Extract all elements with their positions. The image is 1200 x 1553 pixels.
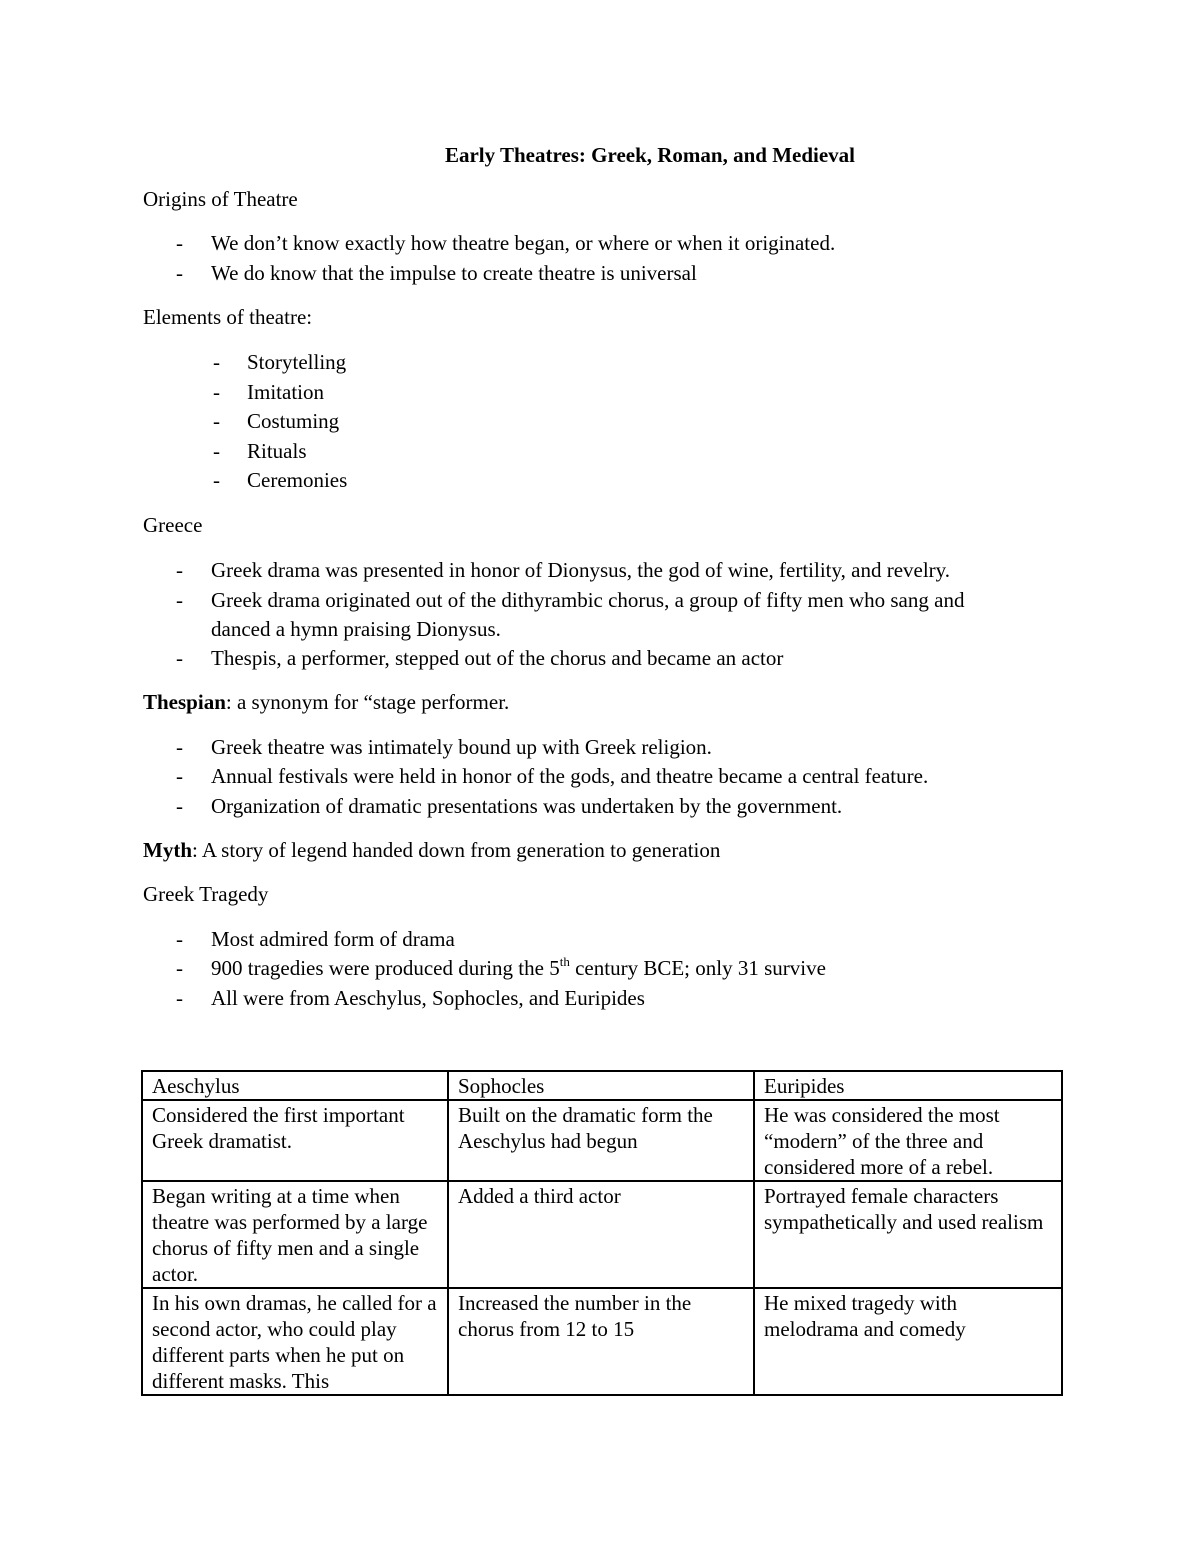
page-title: Early Theatres: Greek, Roman, and Medieval — [444, 143, 856, 167]
bullet-dash: - — [213, 350, 220, 374]
list-item-text: Storytelling — [247, 350, 347, 374]
list-item-text: Imitation — [247, 380, 324, 404]
thespian-term: Thespian — [143, 690, 226, 714]
thespian-definition-text: : a synonym for “stage performer. — [225, 690, 510, 714]
ordinal-suffix: th — [559, 954, 570, 969]
bullet-dash: - — [213, 468, 220, 492]
table-cell: He mixed tragedy with melodrama and comedy — [754, 1288, 1062, 1395]
table-row — [142, 1181, 1062, 1288]
list-item-text: Most admired form of drama — [211, 927, 455, 951]
myth-definition-text: : A story of legend handed down from generation to generation — [192, 838, 721, 862]
myth-definition — [143, 838, 720, 863]
myth-term: Myth — [143, 838, 192, 862]
list-item-text: We do know that the impulse to create theatre is universal — [211, 261, 697, 285]
list-item-text: We don’t know exactly how theatre began, or where or when it originated. — [211, 231, 836, 255]
list-item-text: Greek drama was presented in honor of Dionysus, the god of wine, fertility, and revelry. — [211, 558, 951, 582]
bullet-dash: - — [176, 735, 183, 759]
list-item-text: Annual festivals were held in honor of the gods, and theatre became a central feature. — [211, 764, 929, 788]
elements-heading: Elements of theatre: — [143, 305, 313, 329]
table-cell: Added a third actor — [448, 1181, 754, 1288]
list-item-text — [211, 956, 826, 981]
table-row — [142, 1100, 1062, 1181]
table-cell: Increased the number in the chorus from 12 to 15 — [448, 1288, 754, 1395]
bullet-dash: - — [176, 764, 183, 788]
table-row — [142, 1288, 1062, 1395]
table-cell: Considered the first important Greek dramatist. — [142, 1100, 448, 1181]
table-cell: In his own dramas, he called for a second actor, who could play different parts when he put on different masks. This — [142, 1288, 448, 1395]
list-item-text: Rituals — [247, 439, 307, 463]
table-cell: Portrayed female characters sympathetically and used realism — [754, 1181, 1062, 1288]
bullet-dash: - — [213, 409, 220, 433]
table-cell: He was considered the most “modern” of the three and considered more of a rebel. — [754, 1100, 1062, 1181]
dramatists-table — [141, 1070, 1063, 1396]
list-item-text: danced a hymn praising Dionysus. — [211, 617, 501, 641]
origins-heading: Origins of Theatre — [143, 187, 298, 211]
table-cell: Built on the dramatic form the Aeschylus had begun — [448, 1100, 754, 1181]
tragedy-count-text: 900 tragedies were produced during the 5 — [211, 956, 560, 980]
bullet-dash: - — [213, 439, 220, 463]
bullet-dash: - — [176, 231, 183, 255]
list-item-text: Greek theatre was intimately bound up with Greek religion. — [211, 735, 712, 759]
bullet-dash: - — [176, 646, 183, 670]
bullet-dash: - — [213, 380, 220, 404]
tragedy-survive-text: century BCE; only 31 survive — [569, 956, 826, 980]
table-header-cell: Aeschylus — [142, 1071, 448, 1100]
tragedy-heading: Greek Tragedy — [143, 882, 269, 906]
list-item-text: Organization of dramatic presentations was undertaken by the government. — [211, 794, 843, 818]
bullet-dash: - — [176, 927, 183, 951]
list-item-text: All were from Aeschylus, Sophocles, and Euripides — [211, 986, 645, 1010]
thespian-definition — [143, 690, 509, 715]
table-header-cell: Euripides — [754, 1071, 1062, 1100]
greece-heading: Greece — [143, 513, 203, 537]
bullet-dash: - — [176, 986, 183, 1010]
bullet-dash: - — [176, 794, 183, 818]
bullet-dash: - — [176, 558, 183, 582]
bullet-dash: - — [176, 588, 183, 612]
table-header-row — [142, 1071, 1062, 1100]
bullet-dash: - — [176, 261, 183, 285]
list-item-text: Greek drama originated out of the dithyrambic chorus, a group of fifty men who sang and — [211, 588, 965, 612]
bullet-dash: - — [176, 956, 183, 980]
table-cell: Began writing at a time when theatre was performed by a large chorus of fifty men and a single actor. — [142, 1181, 448, 1288]
list-item-text: Ceremonies — [247, 468, 348, 492]
table-header-cell: Sophocles — [448, 1071, 754, 1100]
list-item-text: Costuming — [247, 409, 340, 433]
list-item-text: Thespis, a performer, stepped out of the chorus and became an actor — [211, 646, 784, 670]
